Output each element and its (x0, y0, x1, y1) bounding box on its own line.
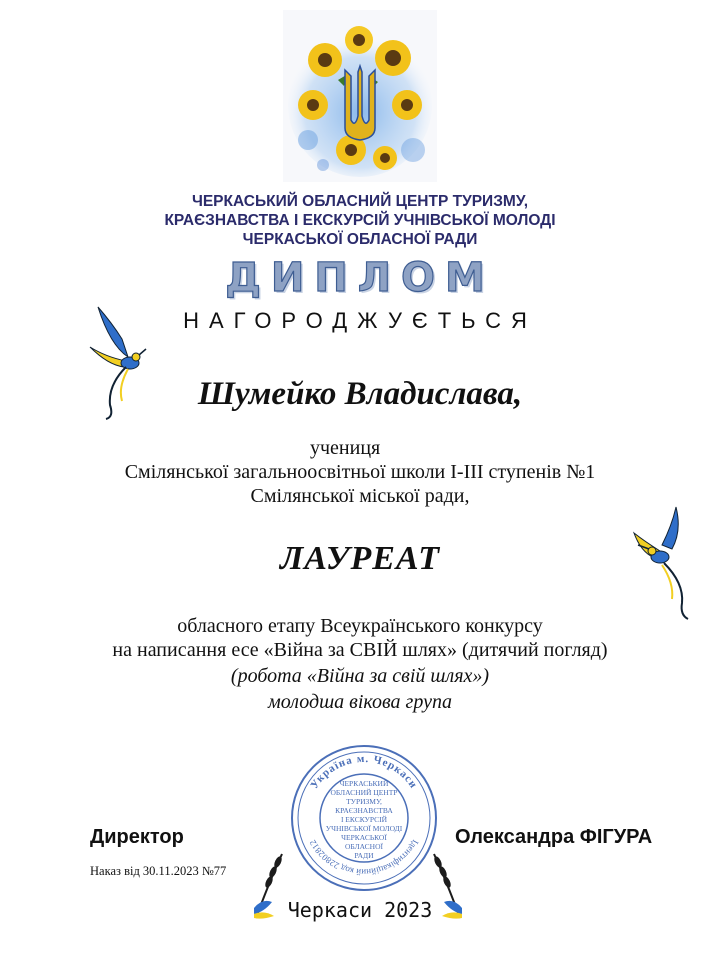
org-line-3: ЧЕРКАСЬКОЇ ОБЛАСНОЇ РАДИ (242, 231, 478, 248)
stamp-inner-line: ОБЛАСНИЙ ЦЕНТР (330, 788, 398, 797)
stamp-code-text: Ідентифікаційний код 22802812 (307, 838, 421, 878)
place-and-year: Черкаси 2023 (287, 898, 433, 922)
contest-work: (робота «Війна за свій шлях») (230, 665, 490, 687)
stamp-inner-line: УЧНІВСЬКОЇ МОЛОДІ (325, 824, 403, 833)
stamp-inner-line: І ЕКСКУРСІЙ (340, 815, 388, 824)
trident-sunflowers-emblem-icon (283, 10, 437, 182)
school-line-1: Смілянської загальноосвітньої школи І-ІІІ ступенів №1 (124, 461, 596, 483)
diploma-title: ДИПЛОМ (225, 255, 495, 301)
stamp-inner-line: РАДИ (354, 851, 374, 860)
recipient-role: учениця (310, 437, 381, 459)
stamp-inner-line: КРАЄЗНАВСТВА (335, 806, 393, 815)
stamp-inner-line: ТУРИЗМУ, (346, 797, 382, 806)
organization-name (0, 192, 720, 249)
award-title: ЛАУРЕАТ (279, 540, 441, 577)
org-line-1: ЧЕРКАСЬКИЙ ОБЛАСНИЙ ЦЕНТР ТУРИЗМУ, (191, 193, 529, 210)
stamp-inner-line: ЧЕРКАСЬКИЙ (339, 779, 389, 788)
school-line-2: Смілянської міської ради, (250, 485, 470, 507)
org-line-2: КРАЄЗНАВСТВА І ЕКСКУРСІЙ УЧНІВСЬКОЇ МОЛОДІ (164, 212, 556, 229)
awarded-label: НАГОРОДЖУЄТЬСЯ (183, 308, 537, 333)
order-reference: Наказ від 30.11.2023 №77 (90, 864, 227, 878)
signer-name: Олександра ФІГУРА (455, 826, 653, 848)
stamp-outer-text: Україна м. Черкаси (308, 752, 420, 792)
stamp-inner-line: ОБЛАСНОЇ (345, 842, 383, 851)
contest-line-2: на написання есе «Війна за СВІЙ шлях» (дитячий погляд) (112, 639, 608, 661)
age-group: молодша вікова група (268, 691, 452, 713)
signer-position: Директор (90, 826, 184, 848)
recipient-name: Шумейко Владислава, (197, 376, 523, 412)
stamp-inner-line: ЧЕРКАСЬКОЇ (341, 833, 387, 842)
official-seal-stamp (288, 742, 440, 894)
contest-line-1: обласного етапу Всеукраїнського конкурсу (177, 615, 543, 637)
